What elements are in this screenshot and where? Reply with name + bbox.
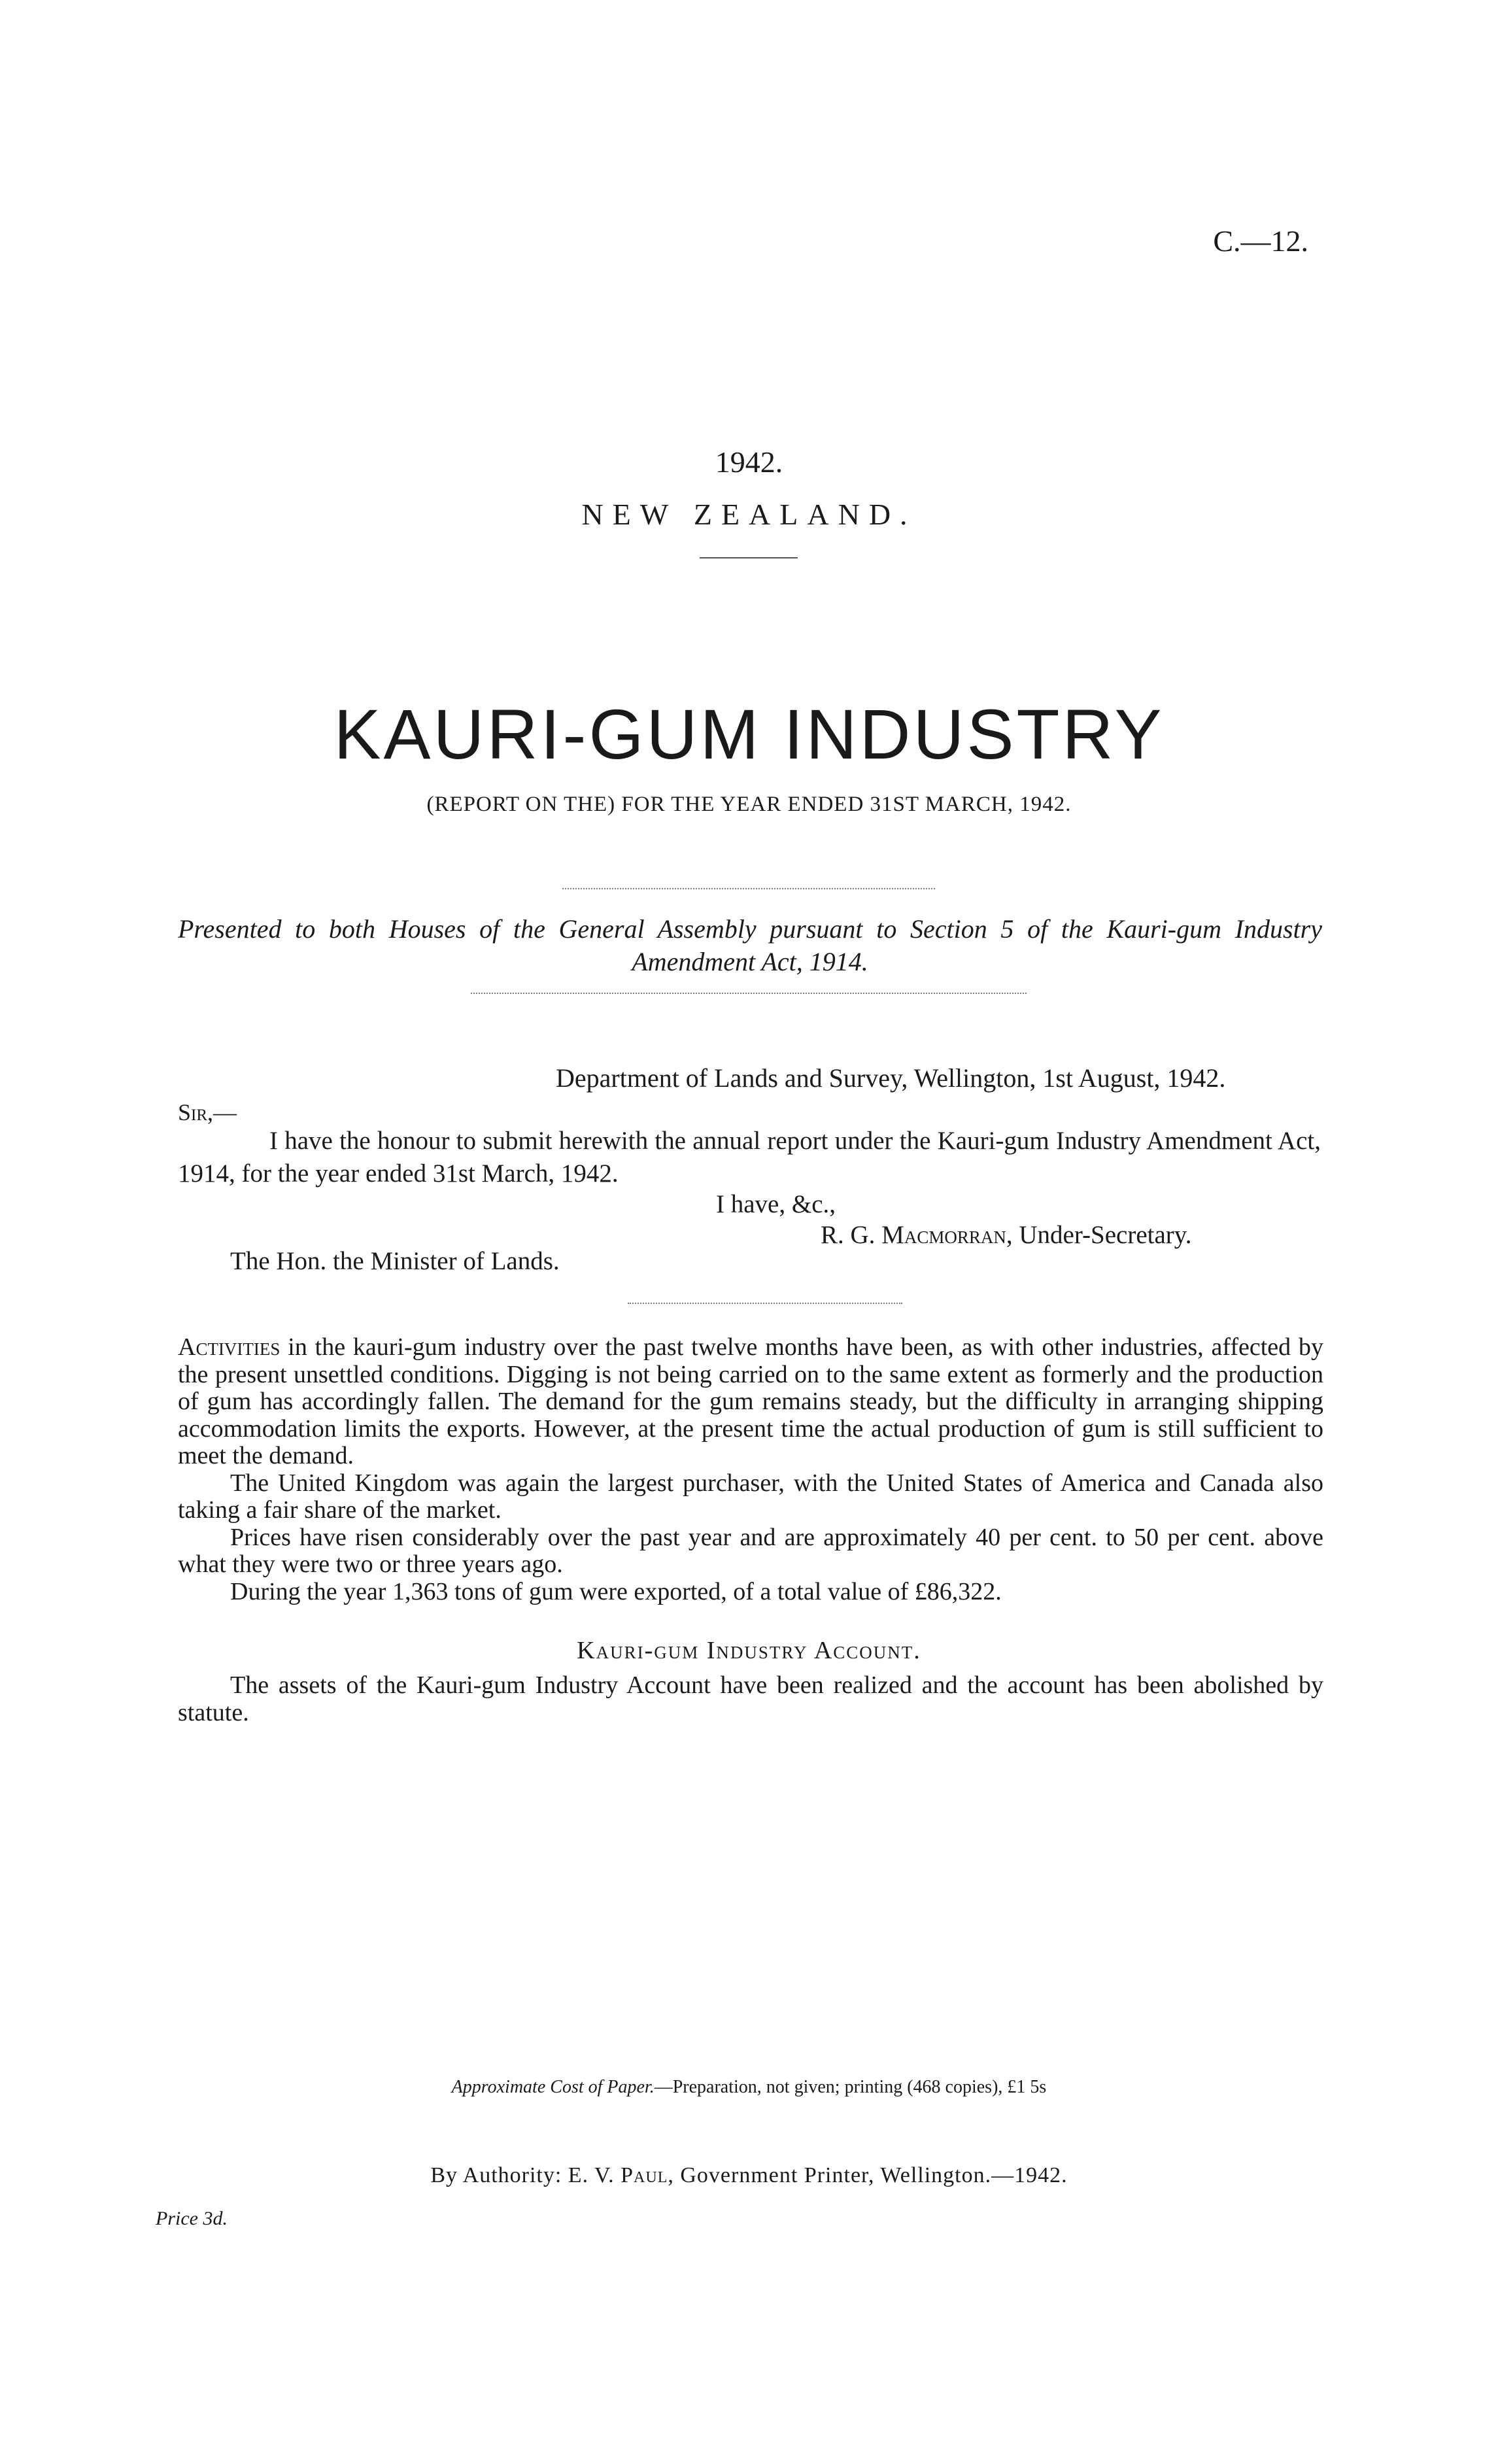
printer-line: [0, 2163, 1498, 2188]
section-heading: Kauri-gum Industry Account.: [577, 1637, 921, 1664]
signature-title: , Under-Secretary.: [1006, 1221, 1192, 1249]
signature-name: R. G. Macmorran: [821, 1221, 1006, 1249]
publication-year: 1942.: [715, 445, 783, 479]
letter-addressee: The Hon. the Minister of Lands.: [230, 1247, 560, 1275]
cost-note: [0, 2077, 1498, 2098]
page-subtitle: (REPORT ON THE) FOR THE YEAR ENDED 31ST MARCH, 1942.: [426, 793, 1072, 816]
printer-name: Paul: [621, 2163, 668, 2187]
divider-middle: [628, 1303, 902, 1304]
report-paragraph-1: [178, 1334, 1323, 1470]
report-paragraph-1-text: in the kauri-gum industry over the past twelve months have been, as with other industries, affected by the present unsettled conditions. Digging is not being carried on to the same extent as formerly and the production of gum has accordingly fallen. The demand for the gum remains steady, but the difficulty in arranging shipping accommodation limits the exports. However, at the present time the actual production of gum is still sufficient to meet the demand.: [178, 1333, 1323, 1469]
page-title: KAURI-GUM INDUSTRY: [333, 694, 1165, 774]
price-note: Price 3d.: [156, 2208, 228, 2229]
document-code: C.—12.: [1213, 224, 1308, 258]
cost-text: —Preparation, not given; printing (468 copies), £1 5s: [654, 2077, 1047, 2097]
printer-suffix: , Government Printer, Wellington.—1942.: [668, 2163, 1068, 2187]
section-body: The assets of the Kauri-gum Industry Account have been realized and the account has been abolished by statute.: [178, 1671, 1323, 1726]
divider-upper: [562, 888, 935, 889]
report-paragraph-2: The United Kingdom was again the largest purchaser, with the United States of America and Canada also taking a fair share of the market.: [178, 1469, 1323, 1524]
cost-label: Approximate Cost of Paper.: [451, 2077, 655, 2097]
country-heading: NEW ZEALAND.: [581, 498, 917, 531]
letter-dateline: Department of Lands and Survey, Wellington, 1st August, 1942.: [556, 1063, 1226, 1093]
presentation-note: Presented to both Houses of the General Assembly pursuant to Section 5 of the Kauri-gum Industry Amendment Act, 1914.: [178, 914, 1322, 976]
divider-short: [700, 557, 798, 558]
letter-closing: I have, &c.,: [716, 1190, 836, 1218]
divider-lower: [471, 993, 1027, 994]
report-paragraph-3: Prices have risen considerably over the past year and are approximately 40 per cent. to 50 per cent. above what they were two or three years ago.: [178, 1523, 1323, 1578]
letter-salutation: Sir,—: [178, 1099, 237, 1125]
report-paragraph-4: During the year 1,363 tons of gum were exported, of a total value of £86,322.: [230, 1577, 1002, 1605]
printer-prefix: By Authority: E. V.: [430, 2163, 621, 2187]
report-lead-word: Activities: [178, 1333, 281, 1361]
report-body: [178, 1334, 1323, 1605]
letter-body: I have the honour to submit herewith the annual report under the Kauri-gum Industry Amendment Act, 1914, for the year ended 31st March, 1942.: [178, 1127, 1321, 1188]
letter-signature: [821, 1220, 1192, 1250]
